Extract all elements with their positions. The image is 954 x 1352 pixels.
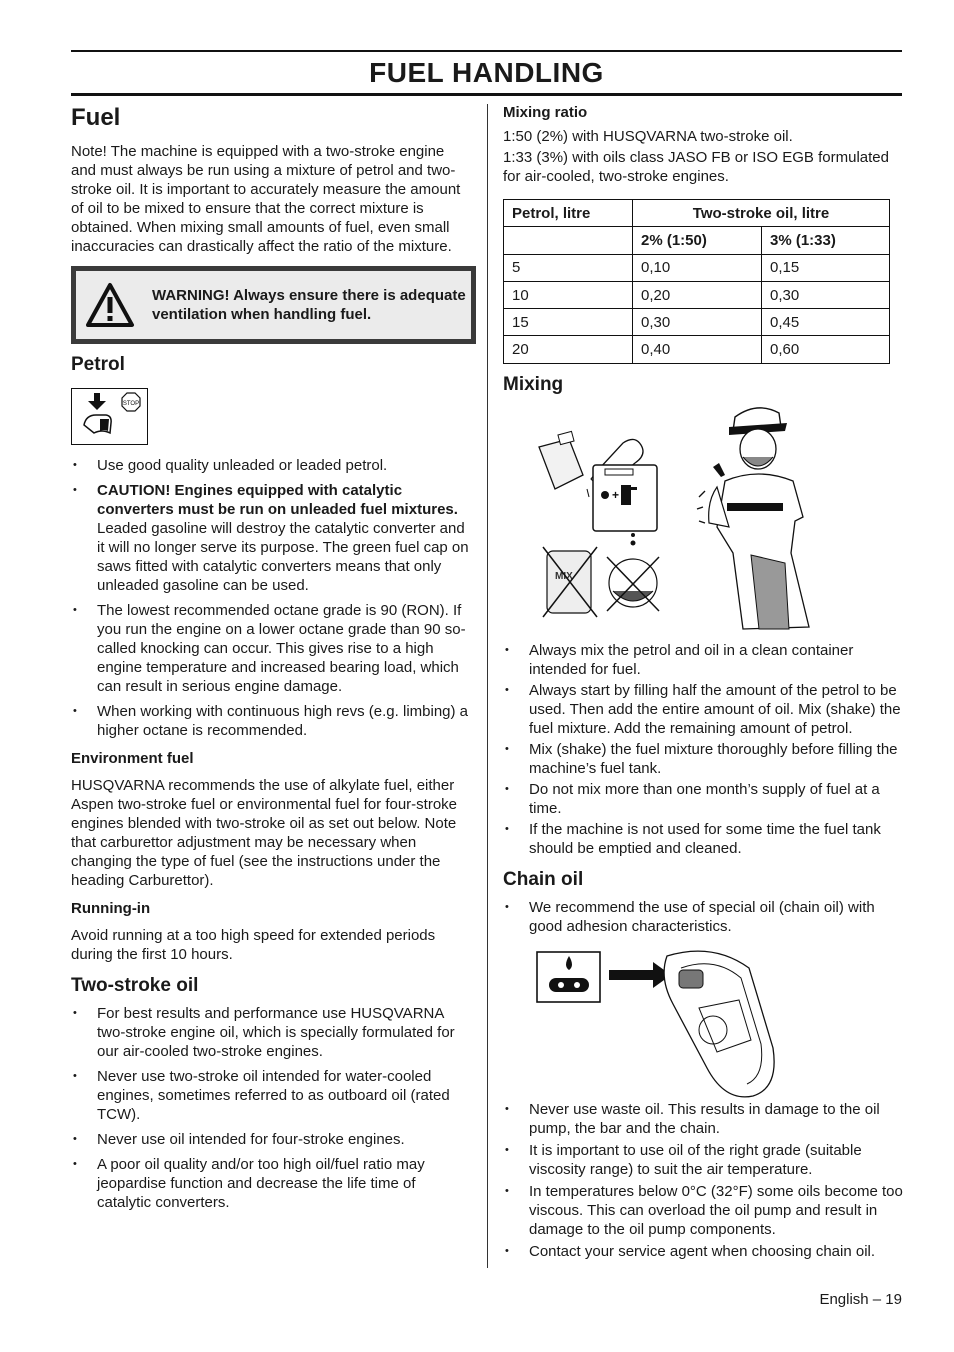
fuel-pump-stop-icon [71, 388, 148, 445]
mixing-heading: Mixing [503, 373, 564, 395]
warning-triangle-icon [76, 282, 144, 328]
list-item: • Never use two-stroke oil intended for water-cooled engines, sometimes referred to as outboard oil (rated TCW). [71, 1067, 471, 1124]
fuel-container-icon [593, 465, 657, 531]
header-rule-bottom [71, 93, 902, 96]
crossed-out-bowl-icon [607, 557, 659, 611]
table-row: 10 0,20 0,30 [504, 281, 890, 308]
list-item: • In temperatures below 0°C (32°F) some oils become too viscous. This can overload the oil pump and result in damage to the oil pump components. [503, 1182, 903, 1239]
mixing-ratio-line-2: 1:33 (3%) with oils class JASO FB or ISO EGB formulated for air-cooled, two-stroke engines. [503, 149, 889, 185]
list-item: • When working with continuous high revs (e.g. limbing) a higher octane is recommended. [71, 702, 471, 740]
list-item: • Always mix the petrol and oil in a clean container intended for fuel. [503, 641, 903, 679]
table-row: 5 0,10 0,15 [504, 254, 890, 281]
running-in-heading: Running-in [71, 900, 151, 917]
table-row: 15 0,30 0,45 [504, 309, 890, 336]
petrol-can-icon [539, 431, 583, 489]
header-rule-top [71, 50, 902, 52]
table-subheader-3pct: 3% (1:33) [762, 227, 890, 254]
mixing-ratio-table [503, 199, 890, 364]
list-item: • Mix (shake) the fuel mixture thoroughly before filling the machine’s fuel tank. [503, 740, 903, 778]
svg-text:+: + [612, 487, 620, 502]
stop-sign-label: STOP [122, 401, 140, 407]
chainsaw-oil-tank-illustration [664, 951, 774, 1097]
warning-text: WARNING! Always ensure there is adequate ventilation when handling fuel. [152, 287, 466, 323]
list-item: • Do not mix more than one month’s supply of fuel at a time. [503, 780, 903, 818]
list-item: • Use good quality unleaded or leaded petrol. [71, 456, 471, 475]
list-item: • We recommend the use of special oil (chain oil) with good adhesion characteristics. [503, 898, 903, 936]
crossed-can-label: MIX [555, 570, 573, 582]
table-subheader-2pct: 2% (1:50) [633, 227, 762, 254]
page-number: English – 19 [819, 1291, 902, 1308]
list-item: • If the machine is not used for some time the fuel tank should be emptied and cleaned. [503, 820, 903, 858]
list-item: • Never use waste oil. This results in damage to the oil pump, the bar and the chain. [503, 1100, 903, 1138]
list-item: • For best results and performance use HUSQVARNA two-stroke engine oil, which is specially formulated for our air-cooled two-stroke engines. [71, 1004, 471, 1061]
mixing-ratio-line-1: 1:50 (2%) with HUSQVARNA two-stroke oil. [503, 128, 793, 145]
list-item: • CAUTION! Engines equipped with catalytic converters must be run on unleaded fuel mixtures. Leaded gasoline will destroy the catalytic converter and it will no longer serve its purpose. The green fuel cap on saws fitted with catalytic converters means that only unleaded gasoline can be used. [71, 481, 471, 595]
petrol-bullet-list [71, 456, 471, 740]
right-column [503, 102, 903, 1261]
chain-oil-heading: Chain oil [503, 868, 584, 890]
table-header-oil: Two-stroke oil, litre [633, 200, 890, 227]
chain-oil-bullet-list [503, 1100, 903, 1261]
person-shaking-container-illustration [697, 408, 809, 629]
running-in-text: Avoid running at a too high speed for extended periods during the first 10 hours. [71, 927, 436, 963]
list-item: • Contact your service agent when choosing chain oil. [503, 1242, 903, 1261]
two-stroke-oil-heading: Two-stroke oil [71, 975, 199, 996]
table-cell [504, 227, 633, 254]
list-item: • Never use oil intended for four-stroke engines. [71, 1130, 471, 1149]
arrow-icon [609, 962, 671, 988]
mixing-illustration [503, 397, 903, 639]
left-column [71, 102, 471, 1212]
warning-box [71, 266, 476, 344]
page-title: FUEL HANDLING [369, 57, 604, 88]
two-stroke-bullet-list [71, 1004, 471, 1212]
list-item: • Always start by filling half the amount of the petrol to be used. Then add the entire amount of oil. Mix (shake) the fuel mixture. Add the remaining amount of petrol. [503, 681, 903, 738]
mixing-ratio-heading: Mixing ratio [503, 104, 588, 121]
fuel-heading: Fuel [71, 104, 121, 131]
list-item: • It is important to use oil of the right grade (suitable viscosity range) to suit the air temperature. [503, 1141, 903, 1179]
mixing-bullet-list [503, 641, 903, 858]
chain-oil-illustration [503, 948, 903, 1100]
chain-oil-symbol-icon [537, 952, 600, 1002]
table-row: 20 0,40 0,60 [504, 336, 890, 363]
table-header-petrol: Petrol, litre [504, 200, 633, 227]
crossed-out-can-icon [543, 547, 597, 617]
list-item: • The lowest recommended octane grade is 90 (RON). If you run the engine on a lower octane grade than 90 so-called knocking can occur. This gives rise to a high engine temperature and increased bearing load, which can result in serious engine damage. [71, 601, 471, 696]
fuel-note: Note! The machine is equipped with a two-stroke engine and must always be run using a mixture of petrol and two-stroke oil. It is important to accurately measure the amount of oil to be mixed to ensure that the correct mixture is obtained. When mixing small amounts of fuel, even small inaccuracies can drastically affect the ratio of the mixture. [71, 143, 461, 255]
environment-fuel-text: HUSQVARNA recommends the use of alkylate fuel, either Aspen two-stroke fuel or environmental fuel for four-stroke engines blended with two-stroke oil as set out below. Note that carburettor adjustment may be necessary when changing the type of fuel (see the instructions under the heading Carburettor). [71, 777, 458, 889]
petrol-heading: Petrol [71, 354, 125, 375]
environment-fuel-heading: Environment fuel [71, 750, 194, 767]
column-divider [487, 104, 488, 1268]
list-item: • A poor oil quality and/or too high oil/fuel ratio may jeopardise function and decrease the life time of catalytic converters. [71, 1155, 471, 1212]
chain-oil-intro-list [503, 898, 903, 936]
